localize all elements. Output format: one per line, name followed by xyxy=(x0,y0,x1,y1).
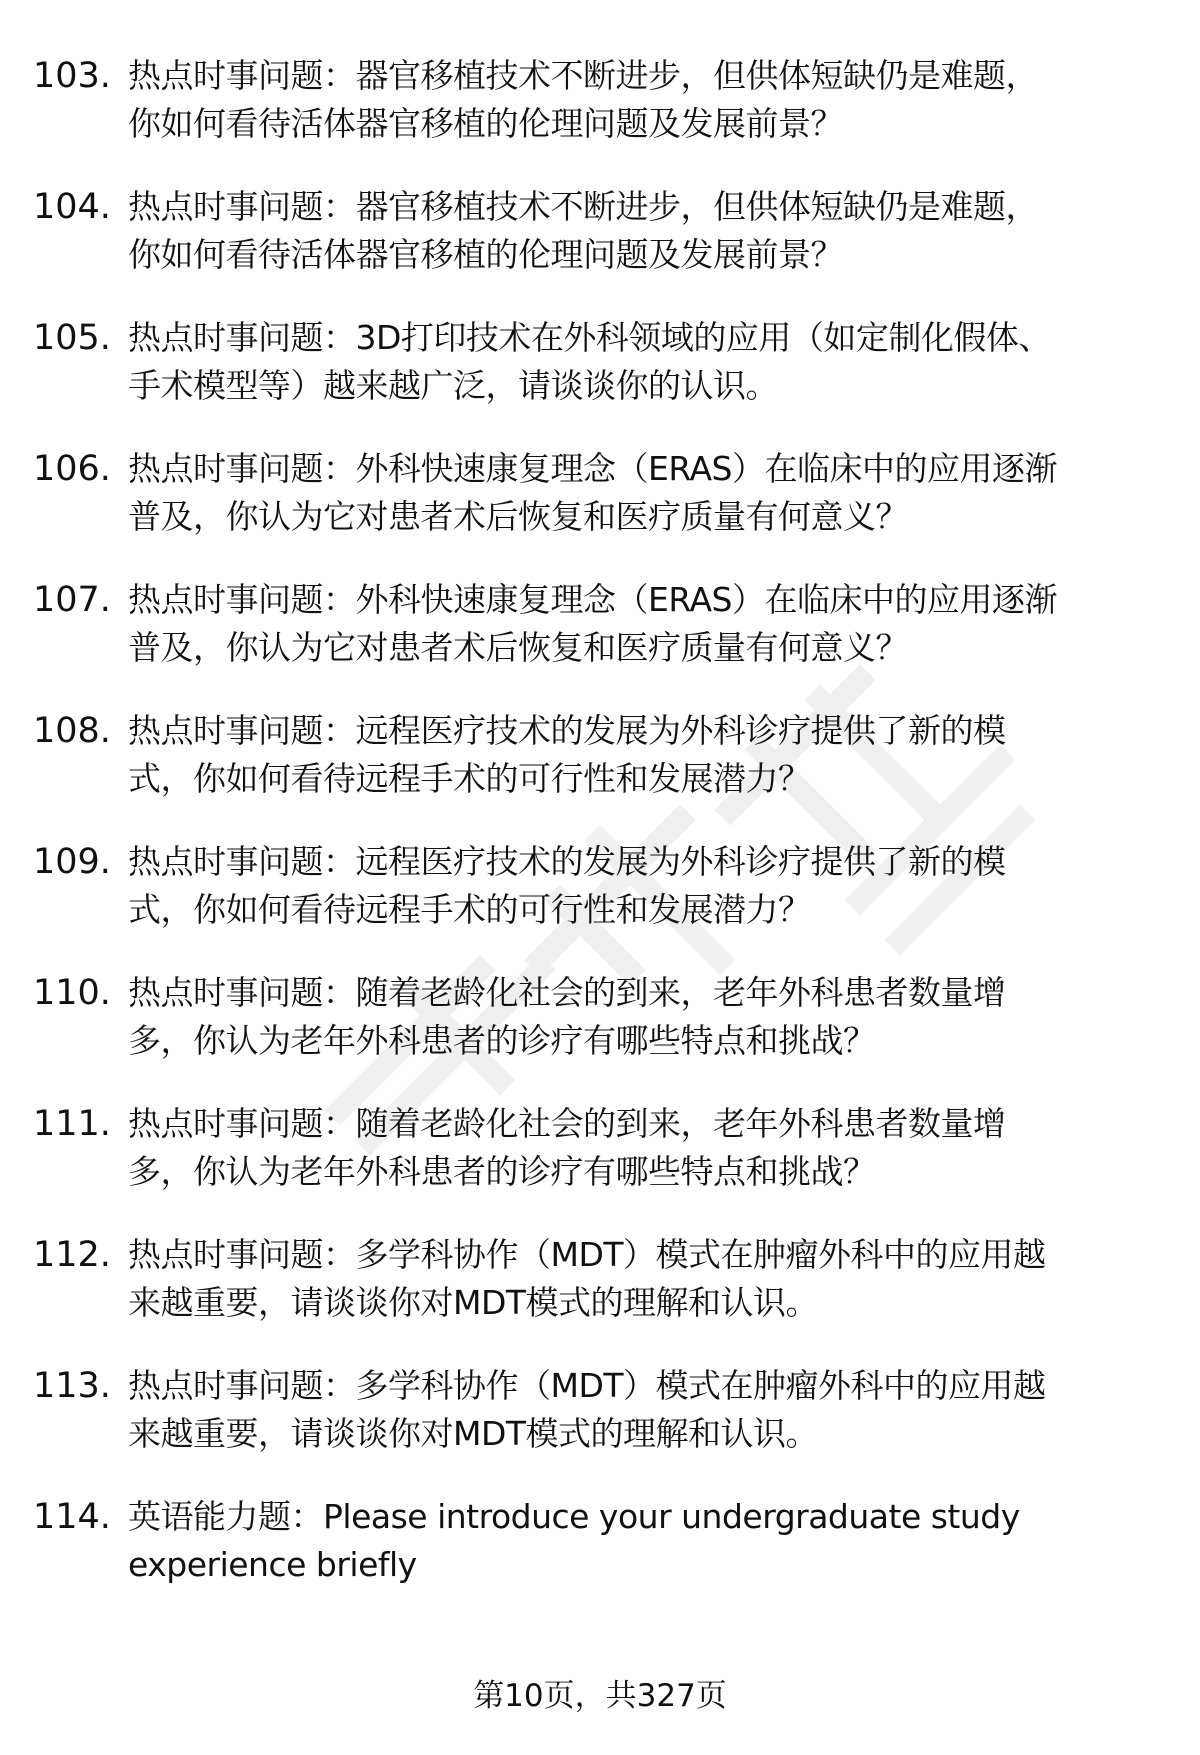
list-item xyxy=(0,576,1200,707)
question-text-line: 多，你认为老年外科患者的诊疗有哪些特点和挑战？ xyxy=(128,1152,876,1191)
question-number: 110. xyxy=(33,973,111,1013)
question-text-line: 热点时事问题：器官移植技术不断进步，但供体短缺仍是难题， xyxy=(128,56,1038,95)
question-text-line: 热点时事问题：器官移植技术不断进步，但供体短缺仍是难题， xyxy=(128,187,1038,226)
list-item xyxy=(0,183,1200,314)
question-number: 105. xyxy=(33,318,111,358)
list-item xyxy=(0,314,1200,445)
question-text-line: 热点时事问题：3D打印技术在外科领域的应用（如定制化假体、 xyxy=(128,318,1051,357)
list-item xyxy=(0,969,1200,1100)
list-item xyxy=(0,1362,1200,1493)
list-item xyxy=(0,707,1200,838)
question-text-line: 式，你如何看待远程手术的可行性和发展潜力？ xyxy=(128,759,811,798)
question-text-line: 手术模型等）越来越广泛，请谈谈你的认识。 xyxy=(128,366,778,405)
question-number: 108. xyxy=(33,711,111,751)
question-text-line: 热点时事问题：远程医疗技术的发展为外科诊疗提供了新的模 xyxy=(128,711,1006,750)
question-number: 112. xyxy=(33,1235,111,1275)
question-text-line: 英语能力题：Please introduce your undergraduate study xyxy=(128,1497,1020,1536)
question-number: 106. xyxy=(33,449,111,489)
page-footer: 第10页，共327页 xyxy=(473,1678,727,1714)
question-text-line: 普及，你认为它对患者术后恢复和医疗质量有何意义？ xyxy=(128,628,908,667)
list-item xyxy=(0,838,1200,969)
question-text-line: 热点时事问题：多学科协作（MDT）模式在肿瘤外科中的应用越 xyxy=(128,1366,1046,1405)
question-text-line: 热点时事问题：外科快速康复理念（ERAS）在临床中的应用逐渐 xyxy=(128,449,1057,488)
question-text-line: 热点时事问题：随着老龄化社会的到来，老年外科患者数量增 xyxy=(128,1104,1006,1143)
question-number: 104. xyxy=(33,187,111,227)
list-item xyxy=(0,1231,1200,1362)
question-text-line: 你如何看待活体器官移植的伦理问题及发展前景？ xyxy=(128,235,843,274)
question-text-line: 热点时事问题：远程医疗技术的发展为外科诊疗提供了新的模 xyxy=(128,842,1006,881)
question-text-line: 热点时事问题：多学科协作（MDT）模式在肿瘤外科中的应用越 xyxy=(128,1235,1046,1274)
question-text-line: 普及，你认为它对患者术后恢复和医疗质量有何意义？ xyxy=(128,497,908,536)
list-item xyxy=(0,1100,1200,1231)
question-text-line: 热点时事问题：外科快速康复理念（ERAS）在临床中的应用逐渐 xyxy=(128,580,1057,619)
list-item xyxy=(0,52,1200,183)
list-item xyxy=(0,445,1200,576)
question-text-line: 来越重要，请谈谈你对MDT模式的理解和认识。 xyxy=(128,1414,819,1453)
question-number: 111. xyxy=(33,1104,111,1144)
question-number: 103. xyxy=(33,56,111,96)
question-number: 113. xyxy=(33,1366,111,1406)
question-text-line: 热点时事问题：随着老龄化社会的到来，老年外科患者数量增 xyxy=(128,973,1006,1012)
question-text-line: experience briefly xyxy=(128,1545,417,1584)
list-item xyxy=(0,1493,1200,1624)
question-text-line: 来越重要，请谈谈你对MDT模式的理解和认识。 xyxy=(128,1283,819,1322)
question-number: 114. xyxy=(33,1497,111,1537)
question-number: 107. xyxy=(33,580,111,620)
question-text-line: 式，你如何看待远程手术的可行性和发展潜力？ xyxy=(128,890,811,929)
question-number: 109. xyxy=(33,842,111,882)
question-list xyxy=(0,52,1200,1624)
question-text-line: 多，你认为老年外科患者的诊疗有哪些特点和挑战？ xyxy=(128,1021,876,1060)
question-text-line: 你如何看待活体器官移植的伦理问题及发展前景？ xyxy=(128,104,843,143)
